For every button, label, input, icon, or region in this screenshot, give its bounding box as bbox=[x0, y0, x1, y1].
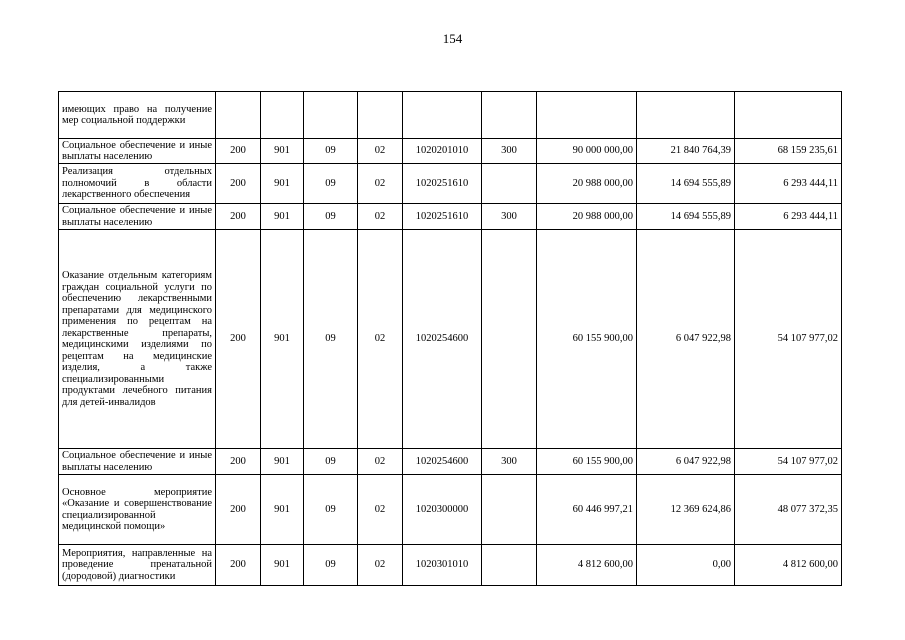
cell-executed: 0,00 bbox=[637, 545, 735, 586]
cell-expense-type bbox=[482, 475, 537, 545]
page-number: 154 bbox=[442, 31, 463, 46]
cell-razdel bbox=[304, 92, 358, 139]
cell-executed: 14 694 555,89 bbox=[637, 164, 735, 204]
cell-plan bbox=[537, 92, 637, 139]
row-description: Оказание отдельным категориям граждан социальной услуги по обеспечению лекарственными препаратами для медицинского применения по рецептам на лекарственные препараты, медицинскими изделиями по рецептам на медицинские изделия, а также специализированными продуктами лечебного питания для детей-инвалидов bbox=[59, 230, 216, 449]
cell-grbs: 901 bbox=[261, 139, 304, 164]
cell-expense-type bbox=[482, 545, 537, 586]
cell-remainder: 6 293 444,11 bbox=[735, 164, 842, 204]
cell-vedomstvo: 200 bbox=[216, 449, 261, 475]
cell-plan: 60 155 900,00 bbox=[537, 449, 637, 475]
row-description: Основное мероприятие «Оказание и совершенствование специализированной медицинской помощи» bbox=[59, 475, 216, 545]
cell-expense-type: 300 bbox=[482, 449, 537, 475]
cell-plan: 60 155 900,00 bbox=[537, 230, 637, 449]
cell-expense-type bbox=[482, 164, 537, 204]
cell-razdel: 09 bbox=[304, 545, 358, 586]
cell-target-code: 1020254600 bbox=[403, 230, 482, 449]
cell-plan: 60 446 997,21 bbox=[537, 475, 637, 545]
cell-target-code: 1020301010 bbox=[403, 545, 482, 586]
cell-target-code: 1020201010 bbox=[403, 139, 482, 164]
table-row bbox=[59, 545, 842, 586]
table-row bbox=[59, 475, 842, 545]
cell-vedomstvo bbox=[216, 92, 261, 139]
cell-executed: 12 369 624,86 bbox=[637, 475, 735, 545]
cell-target-code: 1020254600 bbox=[403, 449, 482, 475]
cell-expense-type: 300 bbox=[482, 139, 537, 164]
row-description: Мероприятия, направленные на проведение пренатальной (дородовой) диагностики bbox=[59, 545, 216, 586]
cell-executed: 6 047 922,98 bbox=[637, 230, 735, 449]
cell-remainder: 54 107 977,02 bbox=[735, 230, 842, 449]
cell-plan: 20 988 000,00 bbox=[537, 164, 637, 204]
cell-vedomstvo: 200 bbox=[216, 204, 261, 230]
cell-plan: 20 988 000,00 bbox=[537, 204, 637, 230]
cell-expense-type bbox=[482, 230, 537, 449]
cell-grbs: 901 bbox=[261, 230, 304, 449]
cell-razdel: 09 bbox=[304, 475, 358, 545]
cell-target-code bbox=[403, 92, 482, 139]
cell-remainder: 4 812 600,00 bbox=[735, 545, 842, 586]
row-description: Социальное обеспечение и иные выплаты населению bbox=[59, 204, 216, 230]
table-row bbox=[59, 204, 842, 230]
cell-plan: 90 000 000,00 bbox=[537, 139, 637, 164]
cell-podrazdel: 02 bbox=[358, 545, 403, 586]
cell-podrazdel: 02 bbox=[358, 139, 403, 164]
cell-executed: 21 840 764,39 bbox=[637, 139, 735, 164]
table-row bbox=[59, 164, 842, 204]
cell-remainder: 6 293 444,11 bbox=[735, 204, 842, 230]
cell-expense-type: 300 bbox=[482, 204, 537, 230]
cell-podrazdel bbox=[358, 92, 403, 139]
cell-remainder: 68 159 235,61 bbox=[735, 139, 842, 164]
row-description: имеющих право на получение мер социальной поддержки bbox=[59, 92, 216, 139]
cell-executed: 6 047 922,98 bbox=[637, 449, 735, 475]
cell-razdel: 09 bbox=[304, 164, 358, 204]
cell-vedomstvo: 200 bbox=[216, 164, 261, 204]
cell-podrazdel: 02 bbox=[358, 204, 403, 230]
cell-podrazdel: 02 bbox=[358, 449, 403, 475]
row-description: Социальное обеспечение и иные выплаты населению bbox=[59, 449, 216, 475]
cell-razdel: 09 bbox=[304, 449, 358, 475]
cell-vedomstvo: 200 bbox=[216, 545, 261, 586]
cell-plan: 4 812 600,00 bbox=[537, 545, 637, 586]
cell-grbs: 901 bbox=[261, 475, 304, 545]
cell-razdel: 09 bbox=[304, 139, 358, 164]
cell-razdel: 09 bbox=[304, 204, 358, 230]
cell-expense-type bbox=[482, 92, 537, 139]
cell-target-code: 1020251610 bbox=[403, 204, 482, 230]
cell-grbs: 901 bbox=[261, 545, 304, 586]
table-row bbox=[59, 139, 842, 164]
table-row bbox=[59, 449, 842, 475]
cell-vedomstvo: 200 bbox=[216, 230, 261, 449]
cell-podrazdel: 02 bbox=[358, 475, 403, 545]
cell-remainder: 54 107 977,02 bbox=[735, 449, 842, 475]
table-row bbox=[59, 92, 842, 139]
cell-remainder bbox=[735, 92, 842, 139]
cell-executed bbox=[637, 92, 735, 139]
cell-grbs: 901 bbox=[261, 449, 304, 475]
cell-grbs bbox=[261, 92, 304, 139]
cell-podrazdel: 02 bbox=[358, 230, 403, 449]
cell-remainder: 48 077 372,35 bbox=[735, 475, 842, 545]
budget-table bbox=[58, 91, 842, 586]
row-description: Реализация отдельных полномочий в области лекарственного обеспечения bbox=[59, 164, 216, 204]
cell-target-code: 1020251610 bbox=[403, 164, 482, 204]
cell-razdel: 09 bbox=[304, 230, 358, 449]
table-row bbox=[59, 230, 842, 449]
cell-grbs: 901 bbox=[261, 204, 304, 230]
cell-executed: 14 694 555,89 bbox=[637, 204, 735, 230]
cell-vedomstvo: 200 bbox=[216, 475, 261, 545]
cell-grbs: 901 bbox=[261, 164, 304, 204]
cell-podrazdel: 02 bbox=[358, 164, 403, 204]
cell-target-code: 1020300000 bbox=[403, 475, 482, 545]
cell-vedomstvo: 200 bbox=[216, 139, 261, 164]
row-description: Социальное обеспечение и иные выплаты населению bbox=[59, 139, 216, 164]
